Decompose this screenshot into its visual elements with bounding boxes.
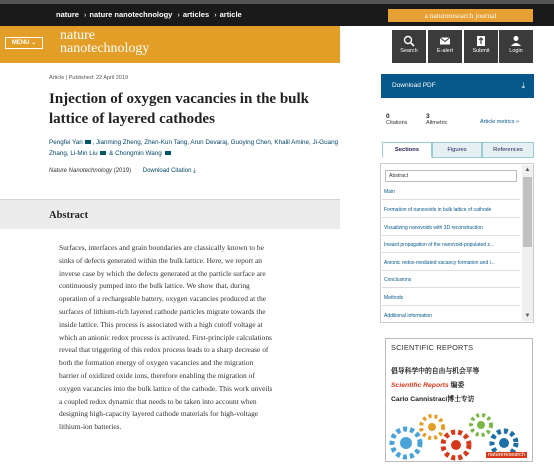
chevron-right-icon: › [83,10,87,19]
e-alert-button[interactable] [428,30,462,63]
submit-button[interactable] [464,30,498,63]
altmetric-metric [426,113,447,126]
nature-research-logo: natureresearch [488,452,525,458]
top-navigation-bar [0,0,554,26]
browser-strip [0,0,554,4]
email-icon[interactable] [165,151,171,155]
abstract-line: inverse case by which the defects generated at the particle surface are [59,268,266,278]
chevron-right-icon: › [177,10,180,19]
journal-name: Nature Nanotechnology [49,168,113,174]
user-icon [510,35,522,47]
section-link-main[interactable]: Main [384,189,395,195]
section-link-methods[interactable]: Methods [384,295,404,301]
author-link[interactable]: Pengfei Yan [49,139,83,146]
abstract-line: Surfaces, interfaces and grain boundaries are classically known to be [59,243,264,252]
gear-icon [471,415,491,435]
divider [382,252,520,253]
abstract-line: continuously pumped into the bulk lattice. We show that, during [59,281,250,291]
utility-icon-bar [388,26,533,63]
journal-logo[interactable] [60,29,149,55]
login-button[interactable] [499,30,533,63]
abstract-heading: Abstract [49,210,89,221]
journal-header [0,26,340,63]
logo-line-nanotechnology: nanotechnology [60,41,150,56]
tab-references[interactable]: References [482,142,534,158]
abstract-text [59,242,343,434]
search-label: Search [400,48,418,54]
article-type-and-date: Article | Published: 22 April 2019 [49,75,129,81]
divider [382,270,520,271]
abstract-header-band [0,199,340,229]
altmetric-score: 3 [426,113,430,120]
author-list: Pengfei Yan , Jianming Zheng, Zhen-Kun Tang, Arun Devaraj, Guoying Chen, Khalil Amine, Ji-Guang Zhang, Li-Min Liu & Chongmin Wang [49,139,339,157]
abstract-line: which an anionic redox process is activated. First-principle calculations [59,332,272,342]
sidebar-tabs [382,142,534,158]
section-link[interactable]: Inward propagation of the nanovoid-populated z... [384,242,495,248]
ad-editorial-board: 编委 [448,382,465,389]
ad-interview-line: Carlo Cannistraci博士专访 [391,396,475,403]
download-citation-link[interactable]: Download Citation ⤓ [142,168,196,174]
download-pdf-button[interactable] [381,74,534,98]
citation-line [49,168,196,175]
email-icon[interactable] [85,140,91,144]
abstract-line: barrier of oxidized oxide ions, therefore enabling the migration of [59,370,255,380]
ad-headline: 倡导科学中的自由与机会平等 [391,368,480,375]
breadcrumb-articles[interactable]: articles [182,10,210,19]
citations-label: Citations [386,120,408,126]
abstract-line: sinks of defects generated within the bulk lattice. Here, we report an [59,255,263,265]
scrollbar-thumb[interactable] [523,177,532,247]
citations-count: 0 [386,113,390,120]
e-alert-label: E-alert [436,48,454,54]
section-link[interactable]: Formation of nanovoids in bulk lattice of cathode [384,207,492,213]
abstract-line: oxygen vacancies into the bulk lattice of the cathode. This work unveils [59,383,273,393]
divider [382,305,520,306]
search-button[interactable] [392,30,426,63]
section-link-conclusions[interactable]: Conclusions [384,277,412,283]
menu-button[interactable]: MENU ⌄ [5,37,43,49]
breadcrumb [56,10,244,19]
chevron-up-icon[interactable]: ▲ [524,167,531,173]
gear-icon [443,432,469,458]
citations-metric [386,113,407,126]
article-metrics [386,113,534,135]
submit-label: Submit [472,48,490,54]
sections-scrollbar[interactable] [522,165,533,321]
abstract-line: designing high-capacity layered cathode materials for high-voltage [59,409,259,419]
search-icon [403,35,415,47]
article-metrics-link[interactable]: Article metrics » [480,119,520,125]
breadcrumb-nature[interactable]: nature [56,10,79,19]
tab-figures[interactable]: Figures [432,142,482,158]
divider [382,217,520,218]
divider [382,287,520,288]
breadcrumb-nature-nanotechnology[interactable]: nature nanotechnology [89,10,173,19]
ad-subheadline [391,379,464,389]
abstract-line: a coupled redox dynamic that needs to be taken into account when [59,396,257,406]
section-link[interactable]: Anionic redox-mediated vacancy formation and i... [384,260,495,266]
tab-sections[interactable]: Sections [382,142,432,158]
sections-list [380,163,534,323]
ad-journal-name: Scientific Reports [391,382,449,389]
altmetric-label: Altmetric [426,120,448,126]
abstract-line: operation of a rechargeable battery, oxygen vacancies produced at the [59,294,267,304]
email-icon[interactable] [100,151,106,155]
divider [382,199,520,200]
download-icon: ⤓ [521,81,525,90]
chevron-right-icon: › [214,10,217,19]
gear-icon [392,429,420,457]
upload-icon [475,35,487,47]
download-pdf-label: Download PDF [392,82,436,89]
nature-research-journal-banner[interactable]: a natureresearch journal [388,9,533,22]
scientific-reports-advertisement[interactable] [385,338,533,462]
section-link[interactable]: Visualizing nanovoids with 3D reconstruction [384,225,483,231]
abstract-line: reveal that triggering of this redox process leads to a sharp decrease of [59,345,269,355]
gear-icon [421,416,443,438]
section-link-additional-information[interactable]: Additional information [384,313,433,319]
author-link[interactable]: & Chongmin Wang [109,149,162,157]
abstract-line: surfaces of lithium-rich layered cathode particles migrate towards the [59,306,266,316]
abstract-line: inside lattice. This process is associated with a high cutoff voltage at [59,319,263,329]
publication-year: (2019) [113,168,132,174]
mail-icon [439,35,451,47]
author-link[interactable]: Jianming Zheng, Zhen-Kun Tang, Arun Devaraj, Guoying Chen, Khalil Amine, Ji-Guang [95,139,339,146]
author-link[interactable]: Zhang, Li-Min Liu [49,149,98,157]
article-title: Injection of oxygen vacancies in the bulk lattice of layered cathodes [49,91,310,127]
ad-title: SCIENTIFIC REPORTS [391,343,474,352]
breadcrumb-article: article [219,10,242,19]
chevron-down-icon[interactable]: ▼ [524,313,531,319]
logo-line-nature: nature [60,28,95,43]
section-link-abstract[interactable]: Abstract [385,170,517,182]
abstract-line: lithium-ion batteries. [59,422,122,432]
login-label: Login [509,48,523,54]
divider [382,235,520,236]
abstract-line: both the formation energy of oxygen vacancies and the migration [59,358,254,368]
